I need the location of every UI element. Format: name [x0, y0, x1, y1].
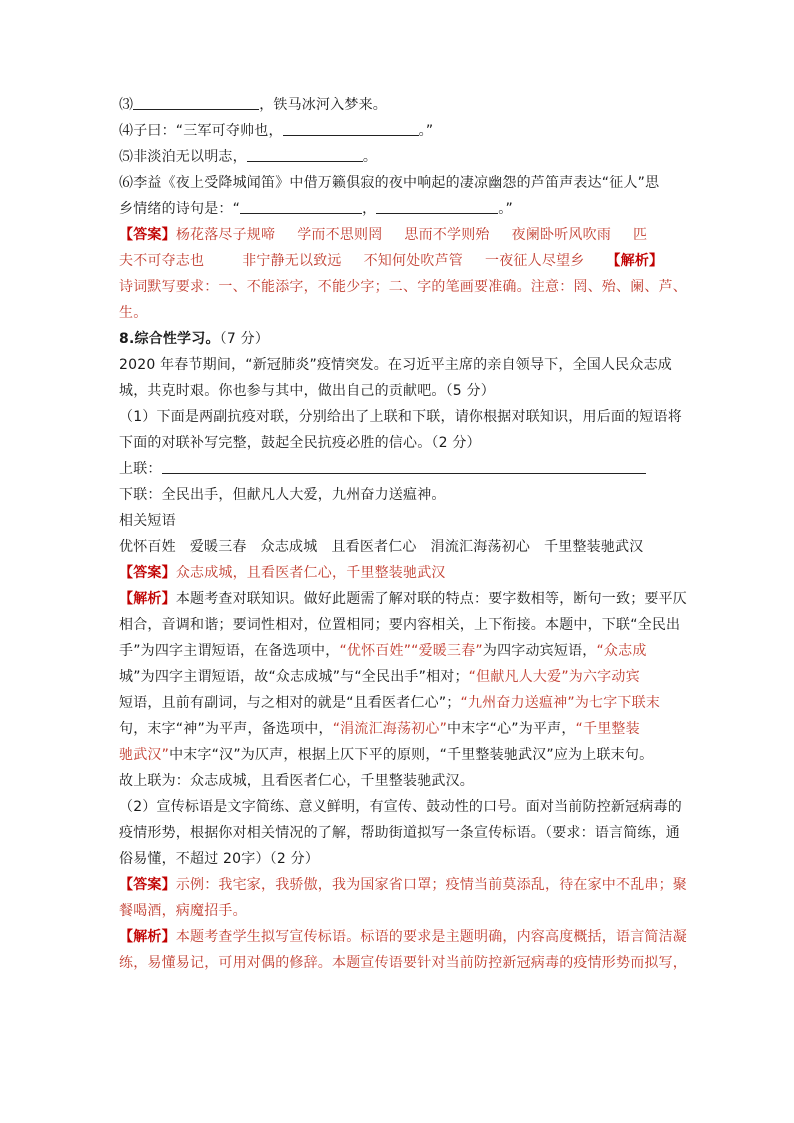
analysis-tag: 【解析】	[606, 253, 664, 269]
q8-analysis2-line1: 【解析】本题考查学生拟写宣传标语。标语的要求是主题明确，内容高度概括，语言简洁凝	[119, 929, 688, 945]
q8-analysis-line3: 手”为四字主谓短语，在备选项中，“优怀百姓”“爱暖三春”为四字动宾短语，“众志成	[119, 643, 647, 659]
item-6-line2: 乡情绪的诗句是：“ ， 。”	[119, 196, 679, 222]
q8-analysis-line8: 故上联为：众志成城，且看医者仁心，千里整装驰武汉。	[119, 773, 474, 789]
phrases-list: 优怀百姓 爱暖三春 众志成城 且看医者仁心 涓流汇海荡初心 千里整装驰武汉	[119, 539, 644, 555]
q8-sub2-line1: （2）宣传标语是文字简练、意义鲜明，有宣传、鼓动性的口号。面对当前防控新冠病毒的	[119, 799, 682, 815]
q8-analysis-line5: 短语，且前有副词，与之相对的就是“且看医者仁心”；“九州奋力送瘟神”为七字下联末	[119, 695, 661, 711]
document-page	[119, 92, 688, 976]
item-6-line1: ⑹李益《夜上受降城闻笛》中借万籁俱寂的夜中响起的凄凉幽怨的芦笛声表达“征人”思	[119, 175, 660, 191]
answer-tag: 【答案】	[119, 565, 176, 581]
q8-analysis-line4: 城”为四字主谓短语，故“众志成城”与“全民出手”相对；“但献凡人大爱”为六字动宾	[119, 669, 640, 685]
q7-analysis-line2: 生。	[119, 305, 148, 321]
analysis-tag: 【解析】	[119, 591, 176, 607]
q8-heading: 8.综合性学习。（7 分）	[119, 331, 270, 347]
q8-analysis-line1: 【解析】本题考查对联知识。做好此题需了解对联的特点：要字数相等，断句一致；要平仄	[119, 591, 688, 607]
phrases-title: 相关短语	[119, 513, 176, 529]
q7-answer-line2: 夫不可夺志也 非宁静无以致远 不知何处吹芦管 一夜征人尽望乡 【解析】	[119, 253, 664, 269]
upper-couplet-blank[interactable]	[162, 457, 646, 474]
upper-couplet-line: 上联：	[119, 456, 679, 482]
item-4: ⑷子曰：“三军可夺帅也， 。”	[119, 118, 679, 144]
q8-intro-line2: 城，共克时艰。你也参与其中，做出自己的贡献吧。（5 分）	[119, 383, 495, 399]
answer-blank[interactable]	[376, 197, 498, 214]
q8-analysis2-line2: 练，易懂易记，可用对偶的修辞。本题宣传语要针对当前防控新冠病毒的疫情形势而拟写，	[119, 955, 687, 971]
q8-analysis-line6: 句，末字“神”为平声，备选项中，“涓流汇海荡初心”中末字“心”为平声，“千里整装	[119, 721, 640, 737]
q8-sub1-line2: 下面的对联补写完整，鼓起全民抗疫必胜的信心。（2 分）	[119, 435, 481, 451]
answer-blank[interactable]	[247, 145, 363, 162]
lower-couplet-line: 下联：全民出手，但献凡人大爱，九州奋力送瘟神。	[119, 487, 446, 503]
answer-blank[interactable]	[240, 197, 362, 214]
q8-analysis-line2: 相合，音调和谐；要词性相对，位置相同；要内容相关，上下衔接。本题中，下联“全民出	[119, 617, 681, 633]
q8-sub2-line3: 俗易懂，不超过 20字）（2 分）	[119, 851, 320, 867]
q8-answer1: 【答案】众志成城，且看医者仁心，千里整装驰武汉	[119, 565, 446, 581]
analysis-tag: 【解析】	[119, 929, 176, 945]
answer-tag: 【答案】	[119, 877, 176, 893]
q7-answer-line1: 【答案】杨花落尽子规啼 学而不思则罔 思而不学则殆 夜阑卧听风吹雨 匹	[119, 227, 648, 243]
q8-answer2-line1: 【答案】示例：我宅家，我骄傲，我为国家省口罩；疫情当前莫添乱，待在家中不乱串；聚	[119, 877, 688, 893]
q8-answer2-line2: 餐喝酒，病魔招手。	[119, 903, 247, 919]
answer-blank[interactable]	[283, 119, 419, 136]
q8-sub2-line2: 疫情形势，根据你对相关情况的了解，帮助街道拟写一条宣传标语。（要求：语言简练，通	[119, 825, 680, 841]
answer-blank[interactable]	[133, 93, 259, 110]
item-3: ⑶ ，铁马冰河入梦来。	[119, 92, 679, 118]
answer-tag: 【答案】	[119, 227, 176, 243]
q8-intro-line1: 2020 年春节期间，“新冠肺炎”疫情突发。在习近平主席的亲自领导下，全国人民众志成	[119, 357, 672, 373]
q8-analysis-line7: 驰武汉”中末字“汉”为仄声，根据上仄下平的原则，“千里整装驰武汉”应为上联末句。	[119, 747, 654, 763]
q8-sub1-line1: （1）下面是两副抗疫对联，分别给出了上联和下联，请你根据对联知识，用后面的短语将	[119, 409, 682, 425]
q7-analysis-line1: 诗词默写要求：一、不能添字，不能少字；二、字的笔画要准确。注意：罔、殆、阑、芦、	[119, 279, 687, 295]
item-5: ⑸非淡泊无以明志， 。	[119, 144, 679, 170]
